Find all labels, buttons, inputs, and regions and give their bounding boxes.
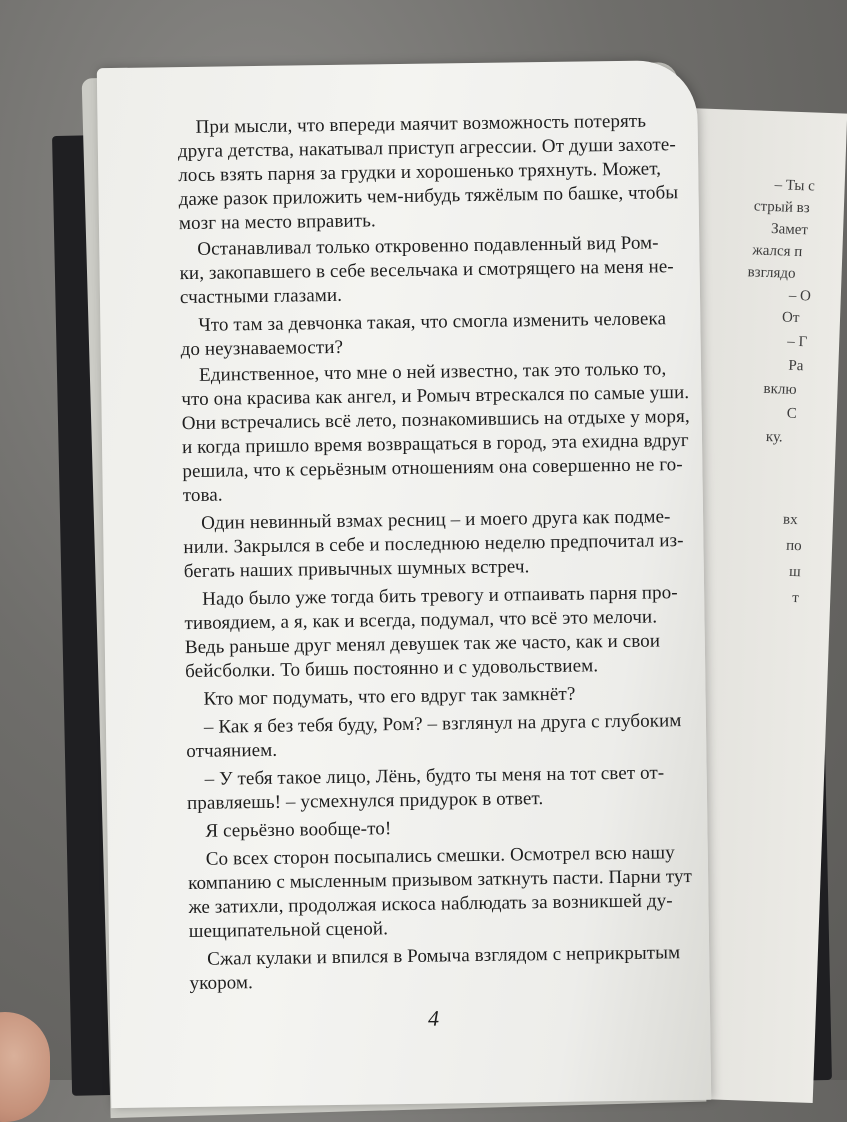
adjacent-line: ш xyxy=(788,563,802,581)
adjacent-line: От xyxy=(781,309,800,327)
text-line: до неузнаваемости? xyxy=(180,336,344,361)
text-line: же затихли, продолжая искоса наблюдать за возникшей ду- xyxy=(188,890,673,919)
text-line: – У тебя такое лицо, Лёнь, будто ты меня на тот свет от- xyxy=(204,762,665,790)
adjacent-line: ку. xyxy=(765,428,783,446)
text-line: друга детства, накатывал приступ агрессии. От души захоте- xyxy=(177,134,676,163)
text-line: счастными глазами. xyxy=(179,284,343,309)
text-line: шещипательной сценой. xyxy=(188,918,389,943)
text-line: решила, что к серьёзным отношениям она совершенно не го- xyxy=(182,454,683,483)
adjacent-line: – О xyxy=(788,287,812,305)
adjacent-line: жался п xyxy=(752,242,803,261)
text-line: Один невинный взмах ресниц – и моего друга как подме- xyxy=(200,506,671,534)
text-line: При мысли, что впереди маячит возможность потерять xyxy=(195,110,647,138)
text-line: лось взять парня за грудки и хорошенько тряхнуть. Может, xyxy=(178,158,662,187)
adjacent-line: по xyxy=(785,537,802,555)
text-line: ки, закопавшего в себе весельчака и смотрящего на меня не- xyxy=(179,256,674,285)
text-line: правляешь! – усмехнулся придурок в ответ. xyxy=(186,788,544,815)
text-line: Надо было уже тогда бить тревогу и отпаивать парня про- xyxy=(202,582,678,610)
text-line: бегать наших привычных шумных встреч. xyxy=(183,556,530,583)
text-line: Со всех сторон посыпались смешки. Осмотрел всю нашу xyxy=(205,842,675,870)
text-line: това. xyxy=(182,484,223,507)
text-line: даже разок приложить чем-нибудь тяжёлым по башке, чтобы xyxy=(178,182,679,211)
text-line: Останавливал только откровенно подавленный вид Ром- xyxy=(197,232,659,260)
text-line: мозг на место вправить. xyxy=(178,210,376,235)
adjacent-line: взглядо xyxy=(747,264,796,282)
thumb xyxy=(0,1012,50,1122)
book-page xyxy=(97,60,711,1108)
text-line: Что там за девчонка такая, что смогла изменить человека xyxy=(198,308,667,336)
text-line: Кто мог подумать, что его вдруг так замкнёт? xyxy=(203,683,576,710)
adjacent-line: стрый вз xyxy=(753,198,810,217)
adjacent-line: вклю xyxy=(763,380,797,399)
text-line: Ведь раньше друг менял девушек так же часто, как и свои xyxy=(184,630,661,659)
text-line: укором. xyxy=(189,972,254,995)
adjacent-line: – Г xyxy=(786,333,808,351)
adjacent-line: вх xyxy=(782,511,798,529)
text-line: нили. Закрылся в себе и последнюю неделю предпочитал из- xyxy=(183,530,684,559)
text-line: отчаянием. xyxy=(186,739,278,763)
text-line: Они встречались всё лето, познакомившись на отдыхе у моря, xyxy=(181,405,690,435)
adjacent-line: С xyxy=(786,405,797,423)
text-line: – Как я без тебя буду, Ром? – взглянул на друга с глубоким xyxy=(203,710,682,738)
adjacent-line: – Ты с xyxy=(774,177,816,195)
text-line: тивоядием, а я, как и всегда, подумал, что всё это мелочи. xyxy=(184,606,658,635)
text-line: и когда пришло время возвращаться в город, эта ехидна вдруг xyxy=(181,430,689,459)
adjacent-line: Замет xyxy=(770,221,809,239)
text-line: бейсболки. То бишь постоянно и с удовольствием. xyxy=(185,655,599,683)
text-line: Я серьёзно вообще-то! xyxy=(205,818,392,842)
text-line: компанию с мысленным призывом заткнуть пасти. Парни тут xyxy=(188,866,693,895)
text-line: Сжал кулаки и впился в Ромыча взглядом с неприкрытым xyxy=(207,942,681,970)
page-number: 4 xyxy=(427,1005,440,1031)
adjacent-line: т xyxy=(792,589,800,607)
text-line: что она красива как ангел, и Ромыч втрескался по самые уши. xyxy=(181,382,690,411)
text-line: Единственное, что мне о ней известно, так это только то, xyxy=(198,358,667,386)
adjacent-line: Ра xyxy=(788,357,804,375)
